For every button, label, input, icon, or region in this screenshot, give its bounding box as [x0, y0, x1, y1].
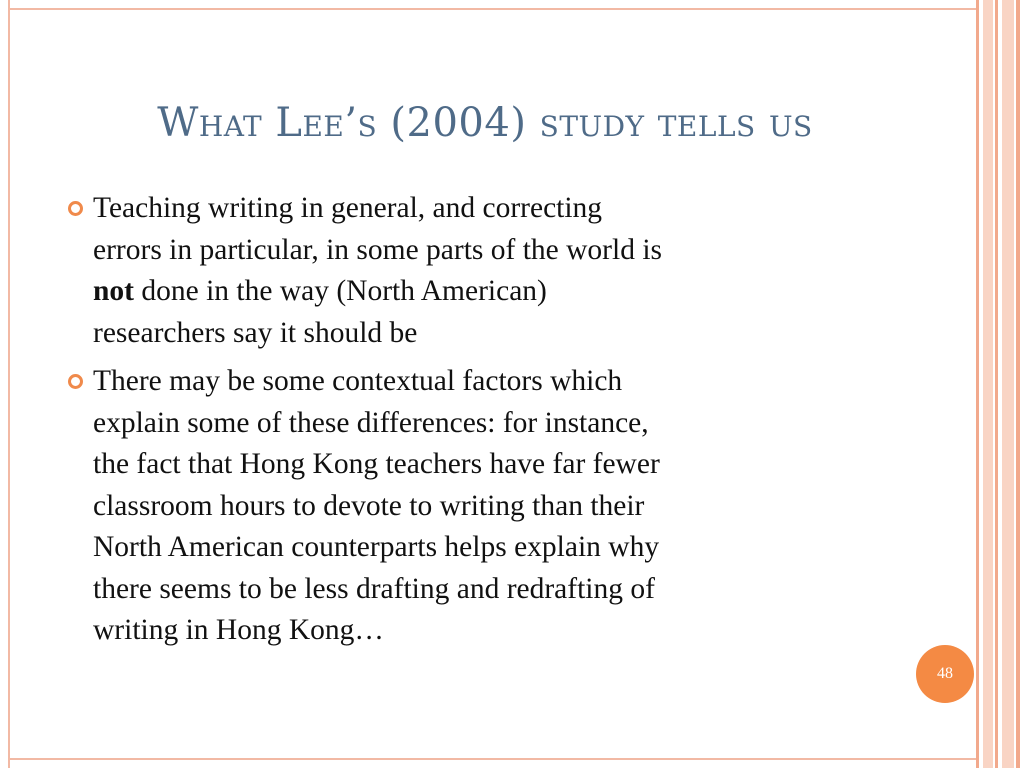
bullet-line: Teaching writing in general, and correcting: [93, 192, 603, 224]
bullet-line: North American counterparts helps explain why: [93, 531, 660, 563]
bullet-line: there seems to be less drafting and redrafting of: [93, 572, 655, 605]
ring-bullet-icon: [68, 201, 83, 216]
page-number-badge: 48: [916, 645, 974, 703]
bullet-emphasis: not: [93, 275, 134, 307]
bullet-line: explain some of these differences: for instance,: [93, 406, 649, 439]
bullet-line: There may be some contextual factors which: [93, 365, 623, 397]
bullet-list: [68, 188, 878, 659]
decorative-stripes: [976, 0, 1024, 768]
slide-title: What Lee’s (2004) study tells us: [157, 100, 813, 146]
bullet-line: done in the way (North American): [133, 275, 547, 307]
bullet-line: errors in particular, in some parts of the world is: [93, 233, 662, 266]
bullet-line: classroom hours to devote to writing than their: [93, 489, 645, 522]
stripe: [983, 0, 993, 768]
bullet-item: [68, 361, 878, 652]
frame-top-line: [8, 8, 978, 10]
bullet-line: writing in Hong Kong…: [93, 614, 384, 646]
stripe: [976, 0, 979, 768]
stripe: [1002, 0, 1014, 768]
stripe: [995, 0, 998, 768]
bullet-line: the fact that Hong Kong teachers have far fewer: [93, 448, 660, 480]
ring-bullet-icon: [68, 374, 83, 389]
bullet-line: researchers say it should be: [93, 316, 418, 349]
frame-bottom-line: [8, 758, 978, 760]
frame-left-line: [8, 0, 10, 768]
stripe: [1016, 0, 1020, 768]
bullet-item: [68, 188, 878, 354]
